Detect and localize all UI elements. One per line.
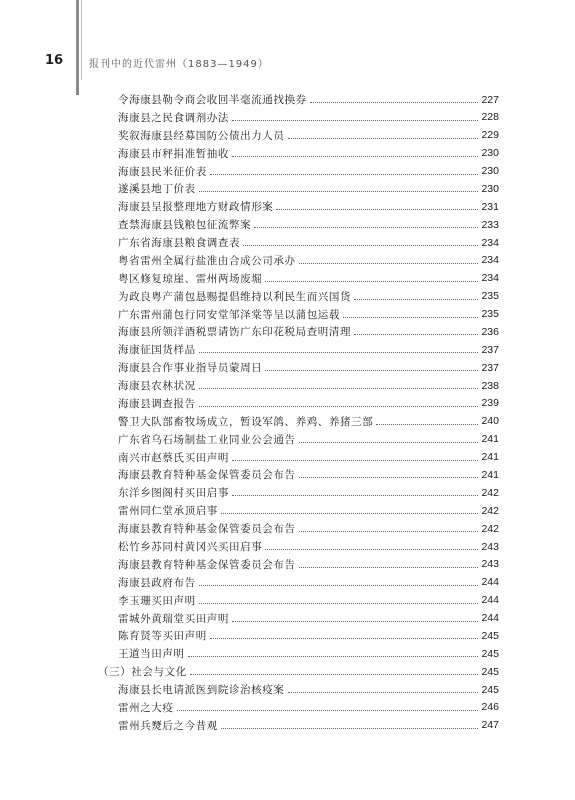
toc-entry [118, 520, 499, 537]
toc-dot-leader [354, 334, 478, 335]
toc-entry-title: 松竹乡苏同村黄冈兴买田启事 [118, 541, 263, 553]
toc-entry-page: 245 [481, 647, 499, 660]
toc-dot-leader [210, 174, 479, 175]
toc-dot-leader [232, 460, 478, 461]
toc-entry-title: 警卫大队部畜牧场成立，暂设军鸽、养鸡、养猪三部 [118, 415, 374, 428]
toc-dot-leader [299, 567, 479, 568]
toc-entry [118, 484, 499, 501]
toc-entry [118, 127, 499, 144]
toc-dot-leader [354, 299, 478, 300]
toc-entry-title: 海康县调查报告 [118, 397, 196, 410]
toc-entry-page: 228 [481, 111, 499, 124]
toc-dot-leader [265, 549, 478, 550]
toc-dot-leader [199, 406, 479, 407]
toc-entry-title: 查禁海康县钱粮包征流弊案 [118, 219, 252, 232]
toc-entry-page: 237 [481, 361, 499, 374]
toc-entry-page: 242 [481, 504, 499, 517]
toc-dot-leader [221, 513, 479, 514]
toc-dot-leader [243, 245, 478, 246]
toc-entry-title: 广东省海康县粮食调查表 [118, 237, 241, 250]
toc-entry [118, 323, 499, 340]
toc-dot-leader [265, 370, 478, 371]
toc-entry-page: 234 [481, 236, 499, 249]
toc-dot-leader [199, 603, 479, 604]
toc-entry [118, 163, 499, 180]
toc-entry-page: 233 [481, 218, 499, 231]
toc-entry-page: 236 [481, 325, 499, 338]
toc-dot-leader [221, 728, 479, 729]
toc-dot-leader [199, 352, 479, 353]
toc-entry [118, 359, 499, 376]
toc-entry [118, 466, 499, 483]
toc-entry-page: 239 [481, 397, 499, 410]
toc-dot-leader [210, 638, 479, 639]
toc-entry-page: 243 [481, 540, 499, 553]
toc-entry-page: 231 [481, 200, 499, 213]
toc-entry [118, 216, 499, 233]
toc-entry [118, 306, 499, 323]
toc-dot-leader [299, 531, 479, 532]
toc-entry-title: 海康县政府布告 [118, 576, 196, 589]
toc-entry-page: 241 [481, 451, 499, 464]
toc-entry-title: 海康县农林状况 [118, 380, 196, 393]
toc-entry [118, 145, 499, 162]
toc-entry-page: 244 [481, 612, 499, 625]
toc-entry-title: 海康县所领洋酒税票请饬广东印花税局查明清理 [118, 326, 352, 339]
toc-entry [118, 681, 499, 698]
toc-entry-title: 海康县教育特种基金保管委员会布告 [118, 469, 296, 482]
toc-entry-title: 海康县之民食调剂办法 [118, 111, 229, 124]
toc-dot-leader [177, 710, 479, 711]
toc-entry [118, 699, 499, 716]
toc-entry-title: 海康县呈报整理地方财政情形案 [118, 201, 274, 214]
toc-dot-leader [232, 495, 478, 496]
toc-entry-title: 东洋乡图阁村买田启事 [118, 487, 229, 500]
page-number: 16 [45, 53, 64, 68]
toc-dot-leader [299, 442, 479, 443]
margin-rule-thick [76, 0, 79, 95]
toc-entry-title: 海康县市秤捐准暂抽收 [118, 147, 229, 160]
toc-entry-page: 234 [481, 272, 499, 285]
toc-entry [118, 449, 499, 466]
toc-entry [118, 377, 499, 394]
toc-entry-page: 241 [481, 433, 499, 446]
toc-entry [118, 627, 499, 644]
toc-entry-page: 235 [481, 290, 499, 303]
toc-entry-title: 雷州兵燹后之今昔观 [118, 719, 218, 732]
toc-entry-title: 雷州同仁堂承顶启事 [118, 505, 218, 518]
toc-entry-title: 王道当田声明 [118, 648, 185, 661]
toc-dot-leader [190, 674, 479, 675]
toc-entry [118, 341, 499, 358]
toc-entry-title: 海康县教育特种基金保管委员会布告 [118, 558, 296, 571]
toc-entry-title: 海康县合作事业指导员蒙周日 [118, 362, 263, 375]
toc-dot-leader [310, 102, 479, 103]
toc-entry [118, 198, 499, 215]
toc-dot-leader [232, 120, 478, 121]
toc-dot-leader [265, 281, 478, 282]
toc-dot-leader [199, 388, 479, 389]
toc-entry-title: （三）社会与文化 [98, 666, 187, 679]
toc-dot-leader [276, 209, 478, 210]
toc-entry-title: 粤区修复琼崖、雷州两场废堀 [118, 272, 263, 285]
toc-dot-leader [199, 191, 479, 192]
toc-entry-title: 海康县民米征价表 [118, 165, 207, 178]
toc-entry-page: 240 [481, 415, 499, 428]
toc-entry-page: 230 [481, 147, 499, 160]
toc-entry [118, 502, 499, 519]
toc-entry [118, 431, 499, 448]
toc-entry-page: 244 [481, 576, 499, 589]
toc-entry-title: 李玉珊买田声明 [118, 594, 196, 607]
toc-entry-page: 244 [481, 594, 499, 607]
toc-entry-title: 海康县长电请派医到院诊治核疫案 [118, 684, 285, 697]
toc-dot-leader [376, 424, 478, 425]
toc-entry [118, 413, 499, 430]
toc-entry-page: 227 [481, 93, 499, 106]
toc-dot-leader [254, 227, 478, 228]
toc-entry-title: 遂溪县地丁价表 [118, 183, 196, 196]
toc-entry [118, 288, 499, 305]
toc-entry-page: 243 [481, 558, 499, 571]
toc-dot-leader [232, 621, 478, 622]
toc-entry-title: 海康征国货样品 [118, 344, 196, 357]
toc-entry [118, 574, 499, 591]
toc-entry-page: 247 [481, 719, 499, 732]
toc-entry-page: 241 [481, 468, 499, 481]
toc-dot-leader [343, 317, 478, 318]
toc-entry [118, 538, 499, 555]
toc-entry [118, 717, 499, 734]
toc-entry [118, 556, 499, 573]
toc-entry-page: 230 [481, 182, 499, 195]
toc-entry [118, 252, 499, 269]
toc-entry-title: 雷城外黄瑞堂买田声明 [118, 612, 229, 625]
toc-entry [118, 109, 499, 126]
toc-entry-title: 广东雷州蒲包行同安堂邹泽棠等呈以蒲包运载 [118, 308, 340, 321]
toc-entry-page: 237 [481, 343, 499, 356]
toc-entry-title: 雷州之大疫 [118, 701, 174, 714]
toc-entry [118, 180, 499, 197]
toc-dot-leader [232, 156, 478, 157]
toc-entry [118, 592, 499, 609]
toc-dot-leader [288, 138, 479, 139]
toc-dot-leader [299, 263, 479, 264]
toc-entry-title: 陈育贤等买田声明 [118, 630, 207, 643]
toc-entry-title: 令海康县勒令商会收回半毫流通找换券 [118, 94, 307, 106]
toc-entry-title: 南兴市赵蔡氏买田声明 [118, 451, 229, 464]
toc-entry-page: 246 [481, 701, 499, 714]
toc-dot-leader [199, 585, 479, 586]
toc-entry-title: 为政良粤产蒲包恳赐提倡维持以利民生而兴国货 [118, 290, 352, 303]
running-title: 报刊中的近代雷州（1883—1949） [89, 59, 269, 70]
toc-dot-leader [288, 692, 479, 693]
toc-entry [118, 610, 499, 627]
toc-entry [118, 645, 499, 662]
toc-entry-title: 奖叙海康县经募国防公债出力人员 [118, 129, 285, 142]
toc-dot-leader [188, 656, 479, 657]
toc-entry-title: 海康县教育特种基金保管委员会布告 [118, 523, 296, 536]
toc-entry [118, 270, 499, 287]
toc-entry-title: 广东省乌石场制盐工业同业公会通告 [118, 433, 296, 446]
toc-entry [118, 91, 499, 108]
toc-entry-page: 235 [481, 308, 499, 321]
toc-entry-page: 245 [481, 629, 499, 642]
toc-entry-page: 245 [481, 665, 499, 678]
toc-entry-page: 242 [481, 522, 499, 535]
toc-entry-page: 234 [481, 254, 499, 267]
toc-entry-page: 245 [481, 683, 499, 696]
toc-dot-leader [299, 477, 479, 478]
toc-entry [118, 234, 499, 251]
toc-entry-page: 238 [481, 379, 499, 392]
margin-rule-thin [81, 0, 82, 80]
toc-section-heading [98, 663, 499, 680]
toc-entry-page: 242 [481, 486, 499, 499]
toc-entry [118, 395, 499, 412]
toc-entry-title: 粤省雷州全属行盐准由合成公司承办 [118, 254, 296, 267]
toc-entry-page: 229 [481, 129, 499, 142]
toc-entry-page: 230 [481, 165, 499, 178]
